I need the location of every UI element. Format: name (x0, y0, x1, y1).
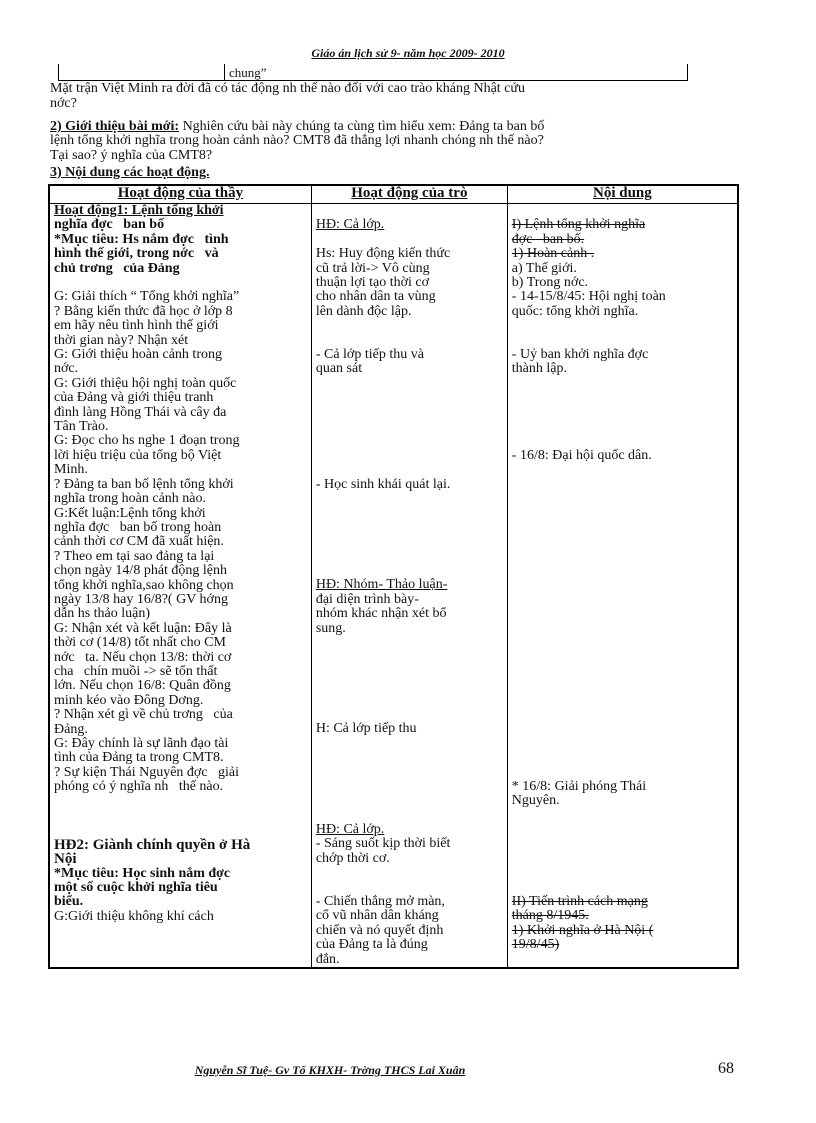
col1-line: nghĩa đợc ban bố trong hoàn (54, 519, 222, 535)
col2-line: chớp thời cơ. (315, 850, 390, 866)
col2-line (316, 794, 503, 808)
col2-line: chiến và nó quyết định (315, 922, 444, 938)
col3-line (512, 535, 733, 549)
col2-line: nhóm khác nhận xét bổ (315, 606, 447, 622)
col1-line: G: Đây chính là sự lãnh đạo tài (54, 736, 229, 752)
col2-line (316, 319, 503, 333)
col3-line: II) Tiến trình cách mạng (511, 893, 648, 909)
col1-line: ngày 13/8 hay 16/8?( GV hớng (54, 591, 228, 607)
col2-line (316, 809, 503, 823)
col1-line: phóng có ý nghĩa nh thế nào. (54, 779, 224, 795)
col1-line: Đảng. (54, 721, 88, 737)
col3-line (512, 679, 733, 693)
page-header: Giáo án lịch sử 9- năm học 2009- 2010 (311, 46, 505, 60)
col2-line (316, 564, 503, 578)
col3-line (512, 204, 733, 218)
student-activity-cell (311, 204, 507, 969)
col1-line: ? Đảng ta ban bố lệnh tổng khởi (54, 476, 234, 492)
col2-line (316, 751, 503, 765)
intro-line-5: Tại sao? ý nghĩa của CMT8? (50, 148, 213, 163)
col1-line: G: Giới thiệu hội nghị toàn quốc (54, 375, 237, 391)
col3-line (512, 722, 733, 736)
col3-line: thành lập. (511, 361, 568, 377)
col2-line: cũ trả lời-> Vô cùng (315, 260, 430, 276)
col1-line (54, 809, 307, 823)
intro-line-3 (50, 120, 740, 134)
col3-line: b) Trong nớc. (511, 275, 589, 291)
col2-line: Hs: Huy động kiến thức (315, 246, 451, 262)
col3-line: a) Thế giới. (511, 260, 577, 276)
previous-table-fragment (58, 64, 688, 81)
col3-line (512, 377, 733, 391)
col3-line (512, 823, 733, 837)
col1-line (54, 276, 307, 290)
intro-line-4: lệnh tổng khởi nghĩa trong hoàn cảnh nào? CMT8 đã thắng lợi nhanh chóng nh thế nào? (50, 133, 544, 148)
col3-line: - 16/8: Đại hội quốc dân. (511, 447, 652, 463)
col2-line (316, 650, 503, 664)
col3-line: - Uỷ ban khởi nghĩa đợc (511, 347, 649, 363)
col1-line: của Đảng và giới thiệu tranh (54, 390, 214, 406)
col2-line: đắn. (315, 951, 340, 967)
header-student-activity: Hoạt động của trò (311, 185, 507, 204)
col2-line (316, 506, 503, 520)
col1-line: ? Theo em tại sao đảng ta lại (54, 548, 215, 564)
col1-line: tình của Đảng ta trong CMT8. (54, 750, 224, 766)
col3-line (512, 881, 733, 895)
table-header-row (49, 185, 738, 204)
col2-line (316, 550, 503, 564)
col1-line: hình thế giới, trong nớc và (54, 246, 219, 262)
col2-line (316, 463, 503, 477)
col2-line (316, 334, 503, 348)
col2-line (316, 434, 503, 448)
col2-line: - Cả lớp tiếp thu và (315, 347, 424, 362)
col2-line (316, 665, 503, 679)
col3-line: * 16/8: Giải phóng Thái (511, 778, 647, 794)
col3-line (512, 391, 733, 405)
col1-line: dẫn hs thảo luận) (54, 606, 151, 622)
col2-line (316, 780, 503, 794)
col1-line: ? Sự kiện Thái Nguyên đợc giải (54, 764, 240, 780)
content-section-title: 3) Nội dung các hoạt động. (50, 165, 210, 180)
col2-line: cho nhân dân ta vùng (315, 289, 436, 305)
col2-line: cổ vũ nhân dân kháng (315, 908, 439, 924)
col1-line: cha chín muồi -> sẽ tổn thất (54, 663, 218, 679)
col3-line (512, 665, 733, 679)
col3-line (512, 693, 733, 707)
header-content: Nội dung (507, 185, 738, 204)
col1-line: Tân Trào. (54, 419, 109, 435)
intro-section-label: 2) Giới thiệu bài mới: (50, 119, 180, 134)
col3-line (512, 751, 733, 765)
col3-line (512, 837, 733, 851)
col1-line: đình làng Hồng Thái và cây đa (54, 404, 227, 420)
page-number: 68 (718, 1060, 734, 1077)
col3-line (512, 809, 733, 823)
col1-line: thời gian này? Nhận xét (54, 332, 189, 348)
col1-line: G: Giới thiệu hoàn cảnh trong (54, 347, 222, 363)
col2-line: H: Cả lớp tiếp thu (315, 721, 417, 737)
col1-line: minh kéo vào Đông Dơng. (54, 692, 204, 708)
col2-line (316, 391, 503, 405)
col2-line: thuận lợi tạo thời cơ (315, 275, 430, 290)
col3-line (512, 550, 733, 564)
table-body-row (49, 204, 738, 969)
col3-line (512, 765, 733, 779)
col1-line: G:Kết luận:Lệnh tổng khởi (54, 505, 206, 521)
col2-line (316, 492, 503, 506)
lesson-table (48, 184, 739, 969)
col2-line (316, 420, 503, 434)
col1-line: ? Bằng kiến thức đã học ở lớp 8 (54, 303, 233, 319)
col3-line (512, 650, 733, 664)
col2-line: HĐ: Cả lớp. (315, 217, 385, 233)
col2-line (316, 521, 503, 535)
col1-line: *Mục tiêu: Học sinh nắm đợc (54, 865, 231, 881)
col3-line (512, 866, 733, 880)
content-cell (507, 204, 738, 969)
col1-line: một số cuộc khởi nghĩa tiêu (54, 880, 218, 896)
col3-line (512, 636, 733, 650)
col1-line: lớn. Nếu chọn 16/8: Quân đồng (54, 678, 231, 694)
col2-line (316, 737, 503, 751)
col3-line (512, 506, 733, 520)
col1-line: nghĩa đợc ban bố (54, 217, 165, 233)
fragment-text: chung” (229, 65, 267, 80)
intro-section-text: Nghiên cứu bài này chúng ta cùng tìm hiểu xem: Đảng ta ban bố (179, 119, 545, 134)
col2-line (316, 535, 503, 549)
col3-line: Nguyên. (511, 793, 560, 809)
col2-line: đại diện trình bày- (315, 591, 419, 607)
col2-line: HĐ: Cả lớp. (315, 822, 385, 838)
col3-line (512, 406, 733, 420)
col3-line (512, 492, 733, 506)
col1-line: chọn ngày 14/8 phát động lệnh (54, 563, 228, 579)
col3-line (512, 334, 733, 348)
col2-line: lên dành độc lập. (315, 303, 412, 319)
col2-line (316, 204, 503, 218)
teacher-activity-cell (49, 204, 311, 969)
col2-line (316, 881, 503, 895)
col1-line: G:Giới thiệu không khí cách (54, 908, 214, 924)
col2-line: - Học sinh khái quát lại. (315, 476, 451, 492)
col1-line: nớc ta. Nếu chọn 13/8: thời cơ (54, 649, 232, 665)
col3-line: đợc ban bố. (511, 231, 585, 247)
col1-line: nớc. (54, 361, 79, 377)
col3-line: 1) Hoàn cảnh . (511, 246, 595, 262)
col3-line (512, 420, 733, 434)
col1-line: chủ trơng của Đảng (54, 260, 180, 276)
col3-line: quốc: tổng khởi nghĩa. (511, 303, 639, 319)
col1-line: tổng khởi nghĩa,sao không chọn (54, 577, 234, 593)
col1-line: HĐ2: Giành chính quyền ở Hà (54, 836, 251, 853)
col3-line (512, 578, 733, 592)
col3-line: tháng 8/1945. (511, 908, 589, 924)
col3-line (512, 463, 733, 477)
col3-line (512, 607, 733, 621)
intro-line-2: nớc? (50, 96, 77, 111)
col3-line (512, 521, 733, 535)
col2-line (316, 866, 503, 880)
col1-line: G: Giải thích “ Tổng khởi nghĩa” (54, 289, 240, 305)
col2-line: quan sát (315, 361, 363, 377)
col2-line (316, 406, 503, 420)
col3-line (512, 737, 733, 751)
col2-line: - Sáng suốt kịp thời biết (315, 836, 451, 852)
col2-line: - Chiến thắng mở màn, (315, 894, 445, 910)
col2-line (316, 708, 503, 722)
col2-line (316, 233, 503, 247)
col3-line: 19/8/45) (511, 937, 560, 953)
col1-line: nghĩa trong hoàn cảnh nào. (54, 491, 207, 507)
footer-signature: Nguyễn Sĩ Tuệ- Gv Tổ KHXH- Trờng THCS Lai Xuân (194, 1063, 466, 1077)
fragment-divider (224, 64, 225, 80)
col1-line: cảnh thời cơ CM đã xuất hiện. (54, 534, 224, 550)
col1-line: lời hiệu triệu của tổng bộ Việt (54, 447, 222, 463)
col2-line (316, 765, 503, 779)
header-teacher-activity: Hoạt động của thầy (49, 185, 311, 204)
col1-line: em hãy nêu tình hình thế giới (54, 318, 219, 334)
col3-line (512, 319, 733, 333)
col1-line: Hoạt động1: Lệnh tổng khởi (54, 203, 224, 218)
col2-line (316, 679, 503, 693)
col1-line: Minh. (54, 462, 88, 478)
col1-line: G: Nhận xét và kết luận: Đây là (54, 620, 232, 636)
col1-line: thời cơ (14/8) tốt nhất cho CM (54, 635, 226, 651)
col3-line: 1) Khởi nghĩa ở Hà Nội ( (511, 922, 654, 938)
col2-line: sung. (315, 620, 346, 636)
col2-line (316, 636, 503, 650)
col1-line: biểu. (54, 894, 84, 910)
content-section-label (50, 166, 740, 180)
col2-line: HĐ: Nhóm- Thảo luận- (315, 577, 448, 593)
col2-line: của Đảng ta là đúng (315, 937, 428, 953)
col2-line (316, 377, 503, 391)
col3-line (512, 564, 733, 578)
col3-line (512, 852, 733, 866)
col1-line (54, 823, 307, 837)
col1-line: ? Nhận xét gì về chủ trơng của (54, 707, 233, 723)
col1-line: Nội (54, 851, 77, 868)
col1-line: G: Đọc cho hs nghe 1 đoạn trong (54, 433, 240, 449)
col1-line: *Mục tiêu: Hs nắm đợc tình (54, 231, 229, 247)
intro-line-1: Mặt trận Việt Minh ra đời đã có tác động nh thế nào đối với cao trào kháng Nhật cứu (50, 81, 526, 96)
col3-line (512, 708, 733, 722)
col2-line (316, 693, 503, 707)
col2-line (316, 449, 503, 463)
col3-line (512, 593, 733, 607)
col3-line: - 14-15/8/45: Hội nghị toàn (511, 289, 666, 305)
col3-line (512, 478, 733, 492)
col3-line (512, 434, 733, 448)
col3-line (512, 621, 733, 635)
col3-line: I) Lệnh tổng khởi nghĩa (511, 217, 646, 233)
col1-line (54, 795, 307, 809)
